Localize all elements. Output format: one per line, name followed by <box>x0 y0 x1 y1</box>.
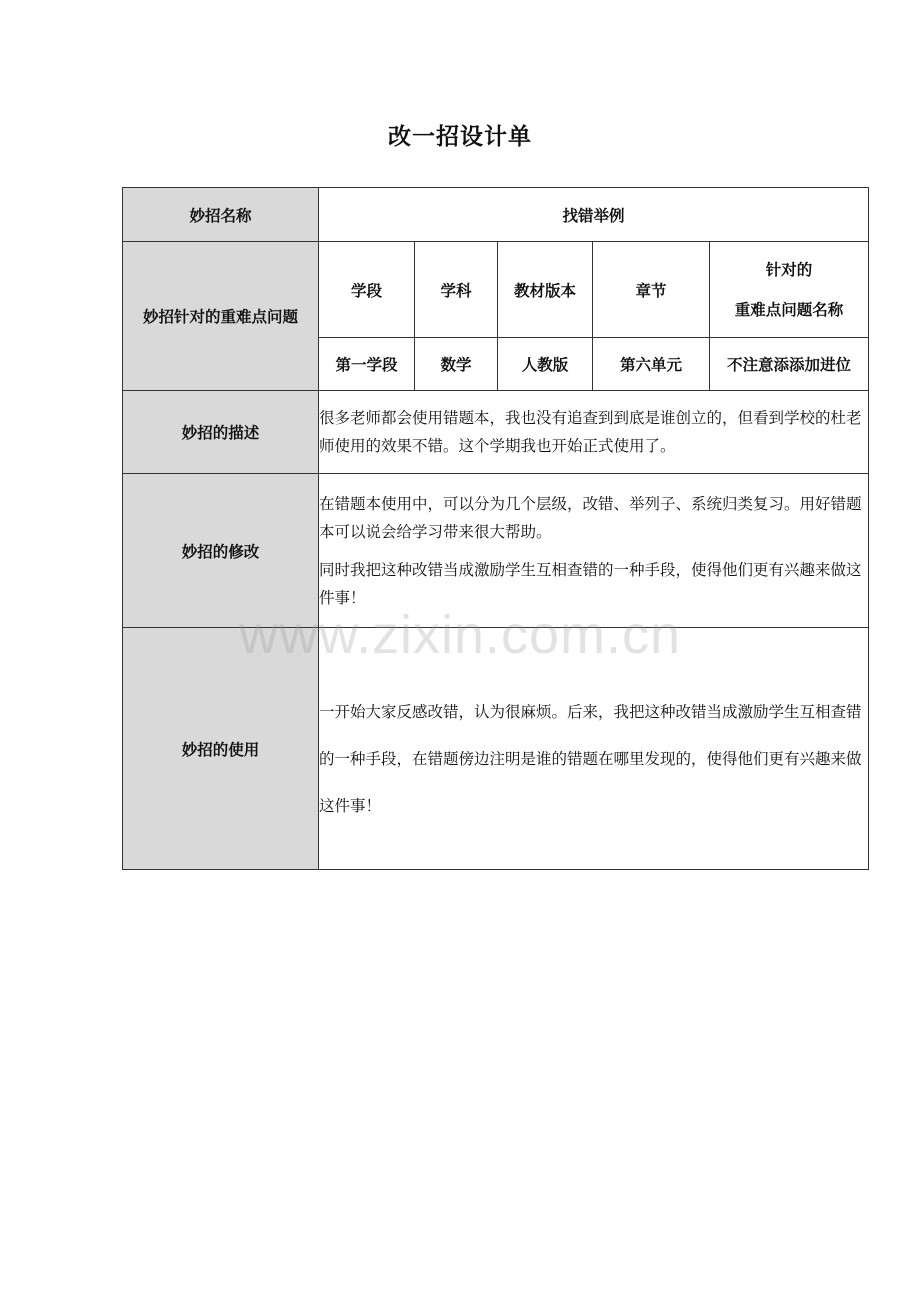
label-target-problem: 妙招针对的重难点问题 <box>123 242 319 391</box>
label-usage: 妙招的使用 <box>123 628 319 870</box>
modification-text-cell <box>319 474 869 628</box>
description-text-cell <box>319 391 869 474</box>
header-stage: 学段 <box>319 242 415 338</box>
modification-para-2: 同时我把这种改错当成激励学生互相查错的一种手段，使得他们更有兴趣来做这件事！ <box>319 560 862 607</box>
page-title: 改一招设计单 <box>388 124 532 150</box>
value-problem-name: 不注意添添加进位 <box>710 338 869 391</box>
row-trick-name <box>123 188 869 242</box>
value-edition: 人教版 <box>498 338 593 391</box>
row-usage <box>123 628 869 870</box>
label-description: 妙招的描述 <box>123 391 319 474</box>
value-chapter: 第六单元 <box>593 338 710 391</box>
value-stage: 第一学段 <box>319 338 415 391</box>
watermark: www.zixin.com.cn <box>238 605 682 665</box>
usage-text-cell <box>319 628 869 870</box>
design-form-table <box>122 187 869 870</box>
header-chapter: 章节 <box>593 242 710 338</box>
header-subject: 学科 <box>415 242 498 338</box>
label-modification: 妙招的修改 <box>123 474 319 628</box>
modification-para-1: 在错题本使用中，可以分为几个层级，改错、举列子、系统归类复习。用好错题本可以说会给学习带来很大帮助。 <box>319 494 862 541</box>
value-trick-name: 找错举例 <box>319 188 869 242</box>
value-subject: 数学 <box>415 338 498 391</box>
description-text: 很多老师都会使用错题本，我也没有追查到到底是谁创立的，但看到学校的杜老师使用的效果不错。这个学期我也开始正式使用了。 <box>319 409 862 455</box>
header-problem-line1: 针对的 <box>765 260 813 279</box>
header-problem-line2: 重难点问题名称 <box>734 300 844 319</box>
label-trick-name: 妙招名称 <box>123 188 319 242</box>
row-target-headers <box>123 242 869 338</box>
row-modification <box>123 474 869 628</box>
header-edition: 教材版本 <box>498 242 593 338</box>
header-problem-name <box>710 242 869 338</box>
row-description <box>123 391 869 474</box>
usage-text: 一开始大家反感改错，认为很麻烦。后来，我把这种改错当成激励学生互相查错的一种手段，在错题傍边注明是谁的错题在哪里发现的，使得他们更有兴趣来做这件事！ <box>319 703 862 815</box>
